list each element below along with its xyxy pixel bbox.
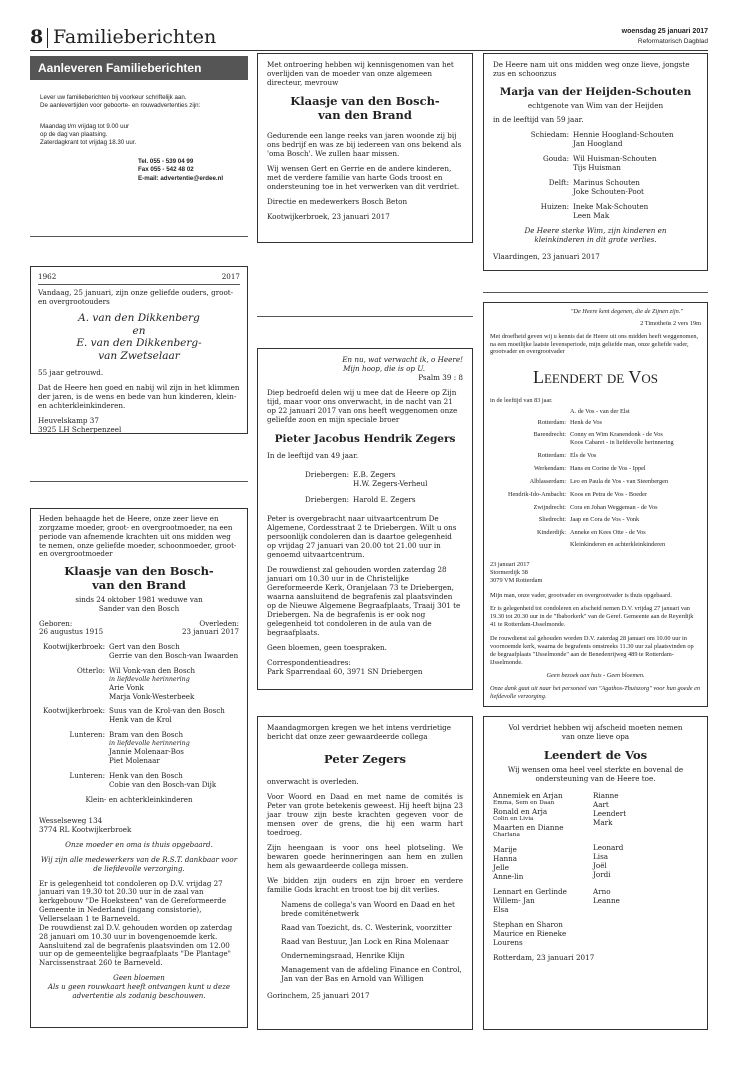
family-name: Bram van den Bosch — [109, 730, 184, 740]
header-divider — [47, 28, 48, 48]
aanleveren-title-bar — [30, 56, 248, 80]
friends-intro: Vol verdriet hebben wij afscheid moeten nemen van onze lieve opa — [508, 723, 683, 741]
brand-died-date: 23 januari 2017 — [181, 627, 239, 637]
family-place: Lunteren: — [69, 730, 105, 740]
family-place: Barendrecht: — [533, 431, 566, 439]
family-names — [570, 504, 701, 512]
work-signer: Ondernemingsraad, Henrike Klijn — [281, 950, 405, 960]
friend-name: Anne-lin — [493, 871, 524, 881]
family-place: Sliedrecht: — [538, 516, 566, 524]
family-name: Hennie Hoogland-Schouten — [573, 129, 674, 139]
family-note: in liefdevolle herinnering — [109, 675, 190, 683]
brand-widow-2: Sander van den Bosch — [98, 603, 180, 613]
friend-name: Joël — [593, 860, 607, 870]
page-number: 8 — [30, 26, 44, 48]
friend-name: Lennart en Gerlinde — [493, 886, 567, 896]
family-name: Leen Mak — [573, 210, 610, 220]
friend-name: Leonard — [593, 842, 624, 852]
zegers-verse-ref: Psalm 39 : 8 — [418, 373, 463, 382]
family-note: in liefdevolle herinnering — [109, 740, 190, 748]
family-place: Kootwijkerbroek: — [42, 706, 105, 716]
beton-body-2: Wij wensen Gert en Gerrie en de andere kinderen, met de verdere familie van harte Gods troost en ondersteuning toe in het verwerken van dit verdriet. — [267, 163, 460, 191]
vos-grandchildren: Kleinkinderen en achterkleinkinderen — [570, 541, 666, 549]
family-name: Henk van den Bosch — [109, 770, 183, 780]
zegers-body-1: Peter is overgebracht naar uitvaartcentrum De Algemene, Cordesstraat 2 te Driebergen. Wilt u ons persoonlijk condoleren dan is daartoe gelegenheid op vrijdag 27 januari van 20.00 tot 21.00 uur in genoemd uitvaartcentrum. — [267, 513, 457, 559]
zegers-family-ad — [257, 348, 473, 690]
header-paper: Reformatorisch Dagblad — [637, 38, 708, 45]
brand-addr-2: 3774 RL Kootwijkerbroek — [39, 825, 132, 835]
friend-name: Arno — [593, 886, 611, 896]
vos-date: 23 januari 2017 — [490, 560, 530, 568]
family-names — [570, 419, 701, 427]
family-name: Cora en Johan Weggeman - de Vos — [570, 503, 658, 511]
family-row — [523, 130, 698, 148]
rule-mid-1 — [257, 316, 473, 317]
friend-name: Jelle — [493, 862, 509, 872]
aanleveren-intro: Lever uw familieberichten bij voorkeur schriftelijk aan. — [40, 94, 187, 101]
family-place: Alblasserdam: — [529, 477, 566, 485]
family-name: Gert van den Bosch — [109, 642, 180, 652]
vos-no-visit: Geen bezoek aan huis - Geen bloemen. — [546, 672, 645, 680]
brand-died-label: Overleden: — [199, 618, 239, 628]
zegers-corr-label: Correspondentieadres: — [267, 657, 351, 667]
vos-thanks: Onze dank gaat uit naar het personeel van "Agathos-Thuiszorg" voor hun goede en liefdevolle verzorging. — [490, 685, 701, 701]
family-name: Jannie Molenaar-Bos — [109, 746, 184, 756]
aanleveren-intro-2: De aanlevertijden voor geboorte- en rouwadvertenties zijn: — [40, 102, 201, 110]
family-row — [39, 643, 239, 661]
heijden-name: Marja van der Heijden-Schouten — [499, 86, 692, 98]
friend-name: Marije — [493, 844, 517, 854]
brand-widow-1: sinds 24 oktober 1981 weduwe van — [75, 594, 203, 604]
friend-name: Maarten en Dianne — [493, 822, 564, 832]
family-name: Leo en Paula de Vos - van Steenbergen — [570, 477, 669, 485]
family-row — [490, 529, 701, 537]
family-name: Anneke en Kees Otte - de Vos — [570, 529, 646, 537]
family-row — [490, 504, 701, 512]
brand-family-list — [39, 643, 239, 789]
family-row — [39, 731, 239, 765]
family-names — [570, 491, 701, 499]
jubileum-years: 55 jaar getrouwd. — [38, 368, 104, 378]
heijden-age: in de leeftijd van 59 jaar. — [493, 114, 584, 124]
family-place: Huizen: — [540, 201, 569, 211]
aanleveren-times-2: op de dag van plaatsing. — [40, 131, 108, 139]
family-names — [109, 643, 239, 661]
brand-condolence: Er is gelegenheid tot condoleren op D.V. vrijdag 27 januari van 19.30 tot 20.30 uur in de zaal van kerkgebouw "De Hoeksteen" van de Gereformeerde Gemeente in Nederland (ingang consistorie), Vellerselaan 1 te Barneveld. — [39, 878, 227, 923]
work-intro: Maandagmorgen kregen we het intens verdrietige bericht dat onze zeer gewaardeerde collega — [267, 723, 452, 741]
family-names — [573, 178, 698, 196]
friends-name: Leendert de Vos — [543, 748, 648, 762]
vos-addr-1: Stormerdijk 38 — [490, 568, 528, 576]
friend-name — [593, 879, 626, 887]
family-place: Otterlo: — [76, 666, 105, 676]
friend-name: Aart — [593, 799, 609, 809]
brand-name-2: van den Brand — [92, 578, 186, 593]
family-name: Jaap en Cora de Vos - Vonk — [570, 516, 640, 524]
zegers-intro: Diep bedroefd delen wij u mee dat de Heere op Zijn tijd, maar voor ons onverwacht, in de nacht van 21 op 22 januari 2017 van ons heeft weggenomen onze geliefde zoon en mijn speciale broer — [267, 388, 458, 424]
family-names — [109, 707, 239, 725]
aanleveren-times-3: Zaterdagkrant tot vrijdag 18.30 uur. — [40, 139, 137, 147]
heijden-intro: De Heere nam uit ons midden weg onze lieve, jongste zus en schoonzus — [493, 60, 690, 78]
jubileum-addr-2: 3925 LH Scherpenzeel — [38, 425, 122, 435]
family-place: Kootwijkerbroek: — [42, 642, 105, 652]
family-row — [490, 431, 701, 447]
family-name: Joke Schouten-Poot — [573, 186, 644, 196]
brand-addr-1: Wesselseweg 134 — [39, 816, 103, 826]
friend-name: Rianne — [593, 790, 619, 800]
beton-intro: Met ontroering hebben wij kennisgenomen van het overlijden van de moeder van onze algemeen directeur, mevrouw — [267, 60, 454, 87]
brand-grandchildren: Klein- en achterkleinkinderen — [85, 795, 193, 805]
vos-lying: Mijn man, onze vader, grootvader en overgrootvader is thuis opgebaard. — [490, 591, 672, 599]
friend-name: Emma, Sem en Daan — [493, 799, 555, 806]
friend-name: Lourens — [493, 937, 523, 947]
work-body-2: Zijn heengaan is voor ons heel plotseling. We bewaren goede herinneringen aan hem en zullen hem als gewaardeerde collega missen. — [267, 842, 463, 870]
family-place: Werkendam: — [533, 464, 566, 472]
friend-name: Elsa — [493, 904, 509, 914]
vos-intro: Met droefheid geven wij u kennis dat de Heere uit ons midden heeft weggenomen, na een moeilijke laatste levensperiode, mijn geliefde man, onze geliefde vader, grootvader en overgrootvader — [490, 332, 699, 356]
brand-intro: Heden behaagde het de Heere, onze zeer lieve en zorgzame moeder, groot- en overgrootmoeder, na een periode van afnemende krachten uit ons midden weg te nemen, onze geliefde moeder, schoonmoeder, groot- en overgrootmoeder — [39, 514, 237, 559]
friend-name: Charlana — [493, 831, 520, 838]
family-place: Driebergen: — [305, 469, 349, 479]
family-names — [570, 478, 701, 486]
family-name: Henk de Vos — [570, 418, 602, 426]
family-name: Els de Vos — [570, 452, 597, 460]
brand-family-ad — [30, 508, 248, 1028]
family-name: H.W. Zegers-Verheul — [353, 478, 428, 488]
zegers-age: In de leeftijd van 49 jaar. — [267, 450, 359, 460]
family-row — [490, 491, 701, 499]
page-header — [30, 26, 708, 50]
brand-service: De rouwdienst zal D.V. gehouden worden op zaterdag 28 januari om 10.30 uur in bovengenoemde kerk. — [39, 922, 233, 941]
friend-name: Annemiek en Arjan — [493, 790, 563, 800]
aanleveren-panel — [30, 56, 248, 204]
brand-no-card: Als u geen rouwkaart heeft ontvangen kunt u deze advertentie als zodanig beschouwen. — [47, 981, 231, 1000]
family-names — [570, 465, 701, 473]
work-signer: Namens de collega's van Woord en Daad en het brede comiténetwerk — [281, 899, 455, 918]
family-names — [570, 431, 701, 447]
family-name: Suus van de Krol-van den Bosch — [109, 706, 225, 716]
jubileum-name-2: E. van den Dikkenberg- — [76, 337, 202, 350]
vos-name: Leendert de Vos — [532, 367, 659, 388]
friend-name: Stephan en Sharon — [493, 919, 563, 929]
family-name: Henk van de Krol — [109, 715, 172, 725]
friend-name: Leendert — [593, 808, 627, 818]
zegers-work-ad — [257, 716, 473, 1030]
family-row — [291, 470, 463, 488]
family-names — [573, 202, 698, 220]
family-name: Tijs Huisman — [573, 162, 621, 172]
heijden-ad — [483, 53, 708, 271]
aanleveren-tel: Tel. 055 - 539 04 99 — [138, 157, 194, 165]
jubileum-thanks: Dat de Heere hen goed en nabij wil zijn in het klimmen der jaren, is de wens en bede van hun kinderen, klein- en achterkleinkinderen. — [38, 383, 240, 411]
work-body-1: Voor Woord en Daad en met name de comités is Peter van grote betekenis geweest. Hij heeft bijna 23 jaar trouw zijn beste krachten gegeven voor de mensen over de grens, die hij een warm hart toedroeg. — [267, 791, 463, 837]
vos-family-list — [490, 419, 701, 538]
family-row — [523, 202, 698, 220]
family-row — [523, 154, 698, 172]
family-names — [109, 772, 239, 790]
family-row — [291, 495, 463, 504]
beton-place-date: Kootwijkerbroek, 23 januari 2017 — [267, 211, 390, 221]
family-names — [353, 470, 463, 488]
family-row — [39, 772, 239, 790]
zegers-no-flowers: Geen bloemen, geen toespraken. — [267, 642, 387, 652]
friend-name — [593, 835, 626, 843]
work-sub: onverwacht is overleden. — [267, 776, 359, 786]
header-date: woensdag 25 januari 2017 — [621, 28, 708, 35]
jubileum-addr-1: Heuvelskamp 37 — [38, 416, 99, 426]
zegers-name: Pieter Jacobus Hendrik Zegers — [274, 433, 456, 445]
zegers-body-2: De rouwdienst zal gehouden worden zaterdag 28 januari om 10.30 uur in de Christelijke Gereformeerde Kerk, Oranjelaan 73 te Driebergen, waarna aansluitend de begrafenis zal plaatsvinden op de Nieuwe Algemene Begraafplaats, Traaij 301 te Driebergen. Na de begrafenis is er ook nog gelegenheid tot condoleren in de aula van de begraafplaats. — [267, 564, 461, 637]
beton-body-1: Gedurende een lange reeks van jaren woonde zij bij ons bedrijf en was ze bij iedereen van ons bekend als 'oma Bosch'. We zullen haar missen. — [267, 130, 462, 158]
family-place: Kinderdijk: — [536, 529, 566, 537]
jubileum-year-to: 2017 — [221, 272, 240, 281]
family-place: Rotterdam: — [537, 418, 566, 426]
jubileum-ad — [30, 266, 248, 434]
friends-wish: Wij wensen oma heel veel sterkte en bovenal de ondersteuning van de Heere toe. — [507, 764, 684, 783]
family-name: Koos Cabaret - in liefdevolle herinnering — [570, 439, 674, 447]
header-rule — [30, 50, 708, 51]
family-row — [490, 478, 701, 486]
brand-quote: Onze moeder en oma is thuis opgebaard. — [65, 839, 213, 849]
family-name: E.B. Zegers — [353, 469, 396, 479]
jubileum-name-3: van Zwetselaar — [98, 349, 180, 362]
friend-name: Ronald en Arja — [493, 806, 548, 816]
vos-verse-ref: 2 Timotheüs 2 vers 19m — [640, 319, 701, 327]
family-names — [573, 130, 698, 148]
family-name: Gerrie van den Bosch-van Iwaarden — [109, 651, 239, 661]
aanleveren-times: Maandag t/m vrijdag tot 9.00 uur — [40, 122, 130, 130]
family-names — [570, 452, 701, 460]
zegers-verse-2: Mijn hoop, die is op U. — [343, 364, 425, 373]
work-signer: Raad van Toezicht, ds. C. Westerink, voorzitter — [281, 922, 452, 932]
friends-right-column — [593, 791, 626, 947]
zegers-corr-addr: Park Sparrendaal 60, 3971 SN Driebergen — [267, 666, 423, 676]
vos-condolence: Er is gelegenheid tot condoleren en afscheid nemen D.V. vrijdag 27 januari van 19.30 tot 20.30 uur in de "Ibaborkerk" van de Geref. Gemeente aan de Reyerdijk 41 te Rotterdam-IJsselmonde. — [490, 605, 694, 629]
family-place: Rotterdam: — [537, 452, 566, 460]
friends-left-column — [493, 791, 593, 947]
family-row — [39, 707, 239, 725]
friend-name: Jordi — [593, 869, 611, 879]
beton-name-1: Klaasje van den Bosch- — [290, 94, 440, 108]
friend-name: Maurice en Rieneke — [493, 928, 567, 938]
rule-left-2 — [30, 481, 248, 482]
zegers-verse-1: En nu, wat verwacht ik, o Heere! — [342, 355, 463, 364]
family-name: Marinus Schouten — [573, 177, 640, 187]
family-row — [490, 465, 701, 473]
friend-name: Colin en Livia — [493, 815, 534, 822]
family-name: Arie Vonk — [109, 682, 144, 692]
family-place: Delft: — [548, 177, 569, 187]
jubileum-year-from: 1962 — [38, 272, 57, 281]
section-title: Familieberichten — [53, 26, 217, 48]
brand-name-1: Klaasje van den Bosch- — [64, 564, 214, 579]
family-names — [109, 731, 239, 765]
jubileum-en: en — [132, 324, 146, 337]
family-place: Driebergen: — [305, 494, 349, 504]
vos-service: De rouwdienst zal gehouden worden D.V. zaterdag 28 januari om 10.00 uur in voornoemde kerk, waarna de begrafenis omstreeks 11.30 uur zal plaatsvinden op de begraafplaats "IJsselmonde" aan de Benedenrijweg 489 te Rotterdam-IJsselmonde. — [490, 634, 694, 666]
family-name: Koos en Petra de Vos - Boeder — [570, 490, 648, 498]
family-place: Gouda: — [542, 153, 569, 163]
brand-burial: Aansluitend zal de begrafenis plaatsvinden om 12.00 uur op de gemeentelijke begraafplaats "De Plantage" Narcissenstraat 260 te Barneveld. — [39, 940, 231, 968]
family-names — [573, 154, 698, 172]
heijden-place-date: Vlaardingen, 23 januari 2017 — [493, 251, 600, 261]
family-place: Lunteren: — [69, 770, 105, 780]
brand-born-label: Geboren: — [39, 618, 73, 628]
family-names — [570, 516, 701, 524]
friend-name: Willem- Jan — [493, 895, 535, 905]
bosch-beton-ad — [257, 53, 473, 243]
family-name: Ineke Mak-Schouten — [573, 201, 649, 211]
family-names — [353, 495, 463, 504]
zegers-family-list — [291, 470, 463, 504]
work-signer: Management van de afdeling Finance en Control, Jan van der Bas en Arnold van Willigen — [281, 964, 462, 983]
brand-thanks: Wij zijn alle medewerkers van de R.S.T. dankbaar voor de liefdevolle verzorging. — [40, 854, 238, 873]
brand-no-flowers: Geen bloemen — [113, 973, 165, 983]
heijden-wish: De Heere sterke Wim, zijn kinderen en kleinkinderen in dit grote verlies. — [524, 225, 667, 244]
vos-addr-2: 3079 VM Rotterdam — [490, 576, 543, 584]
aanleveren-title: Aanleveren Familieberichten — [38, 61, 202, 75]
family-place: Hendrik-Ido-Ambacht: — [507, 490, 566, 498]
family-row — [490, 419, 701, 427]
beton-name-2: van den Brand — [318, 107, 412, 122]
rule-left-1 — [30, 236, 248, 237]
family-place: Zwijndrecht: — [533, 503, 566, 511]
vos-age: in de leeftijd van 83 jaar. — [490, 396, 553, 404]
friend-name: Mark — [593, 817, 613, 827]
family-name: Cobie van den Bosch-van Dijk — [109, 779, 217, 789]
family-name: Conny en Wim Kranendonk - de Vos — [570, 431, 663, 439]
rule-right-1 — [483, 292, 708, 293]
family-name: Piet Molenaar — [109, 755, 160, 765]
work-body-3: We bidden zijn ouders en zijn broer en verdere familie Gods kracht en troost toe bij dit verlies. — [267, 875, 463, 894]
vos-friends-ad — [483, 716, 708, 1030]
vos-verse: "De Heere kent degenen, die de Zijnen zijn." — [570, 308, 683, 315]
friend-name: Lisa — [593, 851, 609, 861]
work-signer: Raad van Bestuur, Jan Lock en Rina Molenaar — [281, 936, 449, 946]
heijden-family-list — [523, 130, 698, 220]
family-name: Hans en Corine de Vos - Ippel — [570, 464, 646, 472]
aanleveren-email[interactable]: E-mail: advertentie@erdee.nl — [138, 174, 224, 182]
beton-sign: Directie en medewerkers Bosch Beton — [267, 196, 408, 206]
family-name: Jan Hoogland — [573, 138, 623, 148]
heijden-spouse: echtgenote van Wim van der Heijden — [527, 100, 664, 110]
family-row — [490, 452, 701, 460]
vos-family-ad — [483, 302, 708, 707]
family-place: Schiedam: — [530, 129, 569, 139]
family-name: Wil Vonk-van den Bosch — [109, 666, 196, 676]
family-row — [523, 178, 698, 196]
vos-spouse: A. de Vos - van der Elst — [570, 407, 630, 415]
brand-born-date: 26 augustus 1915 — [39, 627, 104, 637]
family-row — [490, 516, 701, 524]
work-name: Peter Zegers — [324, 752, 406, 766]
family-name: Harold E. Zegers — [353, 494, 416, 504]
family-names — [109, 667, 239, 701]
family-name: Wil Huisman-Schouten — [573, 153, 657, 163]
friend-name: Leanne — [593, 895, 620, 905]
friends-place-date: Rotterdam, 23 januari 2017 — [493, 952, 595, 962]
friend-name — [593, 827, 626, 835]
work-place-date: Gorinchem, 25 januari 2017 — [267, 990, 370, 1000]
jubileum-rule — [38, 284, 240, 285]
aanleveren-fax: Fax 055 - 542 48 02 — [138, 166, 194, 174]
jubileum-intro: Vandaag, 25 januari, zijn onze geliefde ouders, groot- en overgrootouders — [38, 288, 234, 306]
jubileum-name-1: A. van den Dikkenberg — [78, 312, 200, 324]
family-row — [39, 667, 239, 701]
family-name: Marja Vonk-Westerbeek — [109, 691, 195, 701]
family-names — [570, 529, 701, 537]
friend-name: Hanna — [493, 853, 518, 863]
